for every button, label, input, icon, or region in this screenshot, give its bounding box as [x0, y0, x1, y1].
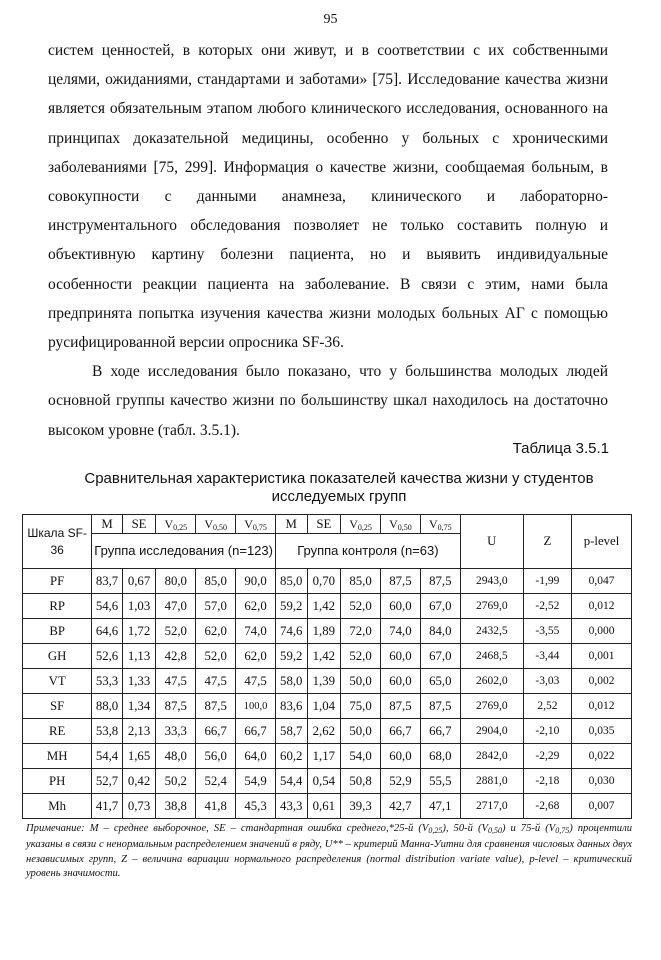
table-cell: 2468,5: [460, 644, 523, 669]
table-cell: 62,0: [196, 619, 236, 644]
table-cell: 66,7: [196, 719, 236, 744]
table-note: [26, 822, 632, 882]
header-group-study: Группа исследования (n=123): [92, 534, 276, 569]
table-cell: 1,42: [307, 644, 341, 669]
table-cell: -3,55: [523, 619, 571, 644]
table-cell: 0,61: [307, 794, 341, 819]
table-cell: 0,007: [572, 794, 632, 819]
table-cell: 65,0: [420, 669, 460, 694]
table-cell: 0,030: [572, 769, 632, 794]
table-cell: 0,42: [122, 769, 156, 794]
table-cell: 47,5: [196, 669, 236, 694]
table-cell: 54,0: [341, 744, 381, 769]
header-v50-2: $V_{0,50}$: [380, 515, 420, 534]
table-cell: 66,7: [236, 719, 276, 744]
table-cell: 43,3: [276, 794, 308, 819]
table-cell: 2,13: [122, 719, 156, 744]
table-cell: 87,5: [196, 694, 236, 719]
table-cell: 0,022: [572, 744, 632, 769]
row-scale-cell: PH: [23, 769, 92, 794]
note-sub-25: 0,25: [428, 826, 443, 835]
table-cell: 2943,0: [460, 569, 523, 594]
table-cell: 55,5: [420, 769, 460, 794]
table-cell: 53,3: [92, 669, 122, 694]
table-cell: 56,0: [196, 744, 236, 769]
table-header-row: [23, 515, 632, 534]
table-cell: 0,000: [572, 619, 632, 644]
header-p-level: p-level: [572, 515, 632, 569]
table-cell: 59,2: [276, 644, 308, 669]
table-cell: 33,3: [156, 719, 196, 744]
table-cell: 47,5: [156, 669, 196, 694]
table-caption: Сравнительная характеристика показателей качества жизни у студентов исследуемых групп: [84, 470, 594, 505]
header-scale: Шкала SF-36: [23, 515, 92, 569]
table-cell: 64,0: [236, 744, 276, 769]
table-cell: -2,52: [523, 594, 571, 619]
table-cell: 0,73: [122, 794, 156, 819]
table-cell: 60,0: [380, 644, 420, 669]
table-cell: 52,6: [92, 644, 122, 669]
table-cell: 2769,0: [460, 594, 523, 619]
table-cell: 47,5: [236, 669, 276, 694]
table-cell: 60,2: [276, 744, 308, 769]
table-cell: 87,5: [156, 694, 196, 719]
table-cell: 0,002: [572, 669, 632, 694]
table-cell: 0,67: [122, 569, 156, 594]
table-cell: 1,42: [307, 594, 341, 619]
table-cell: 2769,0: [460, 694, 523, 719]
header-group-control: Группа контроля (n=63): [276, 534, 461, 569]
table-cell: 87,5: [380, 569, 420, 594]
table-cell: 74,0: [380, 619, 420, 644]
table-cell: 1,72: [122, 619, 156, 644]
table-cell: 85,0: [196, 569, 236, 594]
note-lead: Примечание: M – среднее выборочное, SE – стандартная ошибка среднего,*25-й (V: [26, 823, 429, 834]
header-m-2: M: [276, 515, 308, 534]
table-cell: 87,5: [420, 569, 460, 594]
body-text: [48, 36, 608, 445]
table-cell: 47,1: [420, 794, 460, 819]
table-row: [23, 744, 632, 769]
header-v25-1: $V_{0,25}$: [156, 515, 196, 534]
table-cell: 74,6: [276, 619, 308, 644]
paragraph-1: систем ценностей, в которых они живут, и в соответствии с их собственными целями, ожиданиями, стандартами и заботами» [75]. Исследование качества жизни является обязательным этапом любого клинического исследования, основанного на принципах доказательной медицины, особенно у больных с хроническими заболеваниями [75, 299]. Информация о качестве жизни, сообщаемая больным, в совокупности с данными анамнеза, клинического и лабораторно-инструментального обследования позволяет не только составить полную и объективную картину болезни пациента, но и выявить индивидуальные особенности реакции пациента на заболевание. В связи с этим, нами была предпринята попытка изучения качества жизни молодых больных АГ с помощью русифицированной версии опросника SF-36.: [48, 42, 608, 352]
table-row: [23, 619, 632, 644]
table-cell: 0,047: [572, 569, 632, 594]
table-cell: 52,7: [92, 769, 122, 794]
table-cell: 54,6: [92, 594, 122, 619]
header-v75-1: $V_{0,75}$: [236, 515, 276, 534]
table-cell: 60,0: [380, 669, 420, 694]
table-cell: 2881,0: [460, 769, 523, 794]
table-cell: 83,6: [276, 694, 308, 719]
table-cell: 54,4: [92, 744, 122, 769]
table-cell: 1,13: [122, 644, 156, 669]
table-cell: 85,0: [341, 569, 381, 594]
table-row: [23, 594, 632, 619]
note-tail: ) процентили указаны в связи с ненормальным распределением значений в ряду, U** – критерий Манна-Уитни для сравнения числовых данных двух независимых групп, Z – величина вариации нормального распределения (normal distribution variate value), p-level – критический уровень значимости.: [26, 823, 633, 880]
table-cell: 2842,0: [460, 744, 523, 769]
table-cell: 0,70: [307, 569, 341, 594]
row-scale-cell: VT: [23, 669, 92, 694]
table-cell: 0,012: [572, 594, 632, 619]
table-cell: 58,0: [276, 669, 308, 694]
table-cell: -2,29: [523, 744, 571, 769]
table-cell: 85,0: [276, 569, 308, 594]
table-cell: 62,0: [236, 644, 276, 669]
header-u: U: [460, 515, 523, 569]
table-cell: 66,7: [420, 719, 460, 744]
table-row: [23, 644, 632, 669]
table-cell: 52,0: [341, 644, 381, 669]
table-cell: 1,39: [307, 669, 341, 694]
table-cell: 1,34: [122, 694, 156, 719]
table-cell: 2602,0: [460, 669, 523, 694]
table-cell: 0,035: [572, 719, 632, 744]
table-cell: 52,9: [380, 769, 420, 794]
note-text-1: ), 50-й (V: [442, 823, 488, 834]
table-cell: 41,8: [196, 794, 236, 819]
header-m-1: M: [92, 515, 122, 534]
header-v25-2: $V_{0,25}$: [341, 515, 381, 534]
header-se-1: SE: [122, 515, 156, 534]
table-cell: 88,0: [92, 694, 122, 719]
table-cell: 67,0: [420, 594, 460, 619]
table-cell: 67,0: [420, 644, 460, 669]
table-cell: 39,3: [341, 794, 381, 819]
table-cell: 50,8: [341, 769, 381, 794]
header-se-2: SE: [307, 515, 341, 534]
table-cell: 1,89: [307, 619, 341, 644]
table-cell: -2,68: [523, 794, 571, 819]
paragraph-2: В ходе исследования было показано, что у большинства молодых людей основной группы качество жизни по большинству шкал находилось на достаточно высоком уровне (табл. 3.5.1).: [48, 363, 608, 439]
table-row: [23, 694, 632, 719]
header-v75-2: $V_{0,75}$: [420, 515, 460, 534]
row-scale-cell: PF: [23, 569, 92, 594]
table-cell: 1,65: [122, 744, 156, 769]
table-cell: 52,0: [196, 644, 236, 669]
table-cell: 59,2: [276, 594, 308, 619]
table-cell: 50,0: [341, 669, 381, 694]
table-cell: -1,99: [523, 569, 571, 594]
table-cell: 54,9: [236, 769, 276, 794]
table-cell: 42,7: [380, 794, 420, 819]
table-cell: 48,0: [156, 744, 196, 769]
table-cell: 87,5: [380, 694, 420, 719]
table-cell: 52,0: [156, 619, 196, 644]
table-cell: 2,52: [523, 694, 571, 719]
table-cell: 1,17: [307, 744, 341, 769]
table-cell: 80,0: [156, 569, 196, 594]
table-cell: 2904,0: [460, 719, 523, 744]
table-body: [23, 569, 632, 819]
table-cell: 90,0: [236, 569, 276, 594]
table-row: [23, 719, 632, 744]
table-cell: -2,18: [523, 769, 571, 794]
table-row: [23, 769, 632, 794]
table-cell: 57,0: [196, 594, 236, 619]
table-cell: 41,7: [92, 794, 122, 819]
table-cell: 64,6: [92, 619, 122, 644]
table-cell: 0,001: [572, 644, 632, 669]
header-z: Z: [523, 515, 571, 569]
table-row: [23, 569, 632, 594]
table-cell: 1,33: [122, 669, 156, 694]
table-cell: 68,0: [420, 744, 460, 769]
table-cell: 60,0: [380, 744, 420, 769]
table-cell: 47,0: [156, 594, 196, 619]
table-cell: 74,0: [236, 619, 276, 644]
table-cell: 83,7: [92, 569, 122, 594]
row-scale-cell: SF: [23, 694, 92, 719]
table-cell: 0,012: [572, 694, 632, 719]
row-scale-cell: Mh: [23, 794, 92, 819]
table-cell: 50,0: [341, 719, 381, 744]
table-cell: 45,3: [236, 794, 276, 819]
table-cell: 2432,5: [460, 619, 523, 644]
table-cell: 66,7: [380, 719, 420, 744]
table-cell: 52,0: [341, 594, 381, 619]
table-cell: 38,8: [156, 794, 196, 819]
table-label: Таблица 3.5.1: [512, 440, 609, 457]
table-cell: 42,8: [156, 644, 196, 669]
row-scale-cell: RE: [23, 719, 92, 744]
table-cell: 50,2: [156, 769, 196, 794]
table-cell: 54,4: [276, 769, 308, 794]
table-cell: -3,44: [523, 644, 571, 669]
table-cell: 52,4: [196, 769, 236, 794]
row-scale-cell: BP: [23, 619, 92, 644]
table-row: [23, 794, 632, 819]
table-cell: 87,5: [420, 694, 460, 719]
table-cell: 72,0: [341, 619, 381, 644]
table-row: [23, 669, 632, 694]
table-cell: 60,0: [380, 594, 420, 619]
table-cell: 2717,0: [460, 794, 523, 819]
table-cell: -2,10: [523, 719, 571, 744]
note-sub-50: 0,50: [487, 826, 502, 835]
table-cell: 53,8: [92, 719, 122, 744]
header-v50-1: $V_{0,50}$: [196, 515, 236, 534]
row-scale-cell: RP: [23, 594, 92, 619]
page-number: 95: [323, 12, 338, 27]
table-cell: -3,03: [523, 669, 571, 694]
note-text-2: ) и 75-й (V: [501, 823, 556, 834]
table-cell: 62,0: [236, 594, 276, 619]
table-cell: 75,0: [341, 694, 381, 719]
table-cell: 2,62: [307, 719, 341, 744]
table-cell: 84,0: [420, 619, 460, 644]
table-cell: 58,7: [276, 719, 308, 744]
table-cell: 0,54: [307, 769, 341, 794]
note-sub-75: 0,75: [555, 826, 570, 835]
table-cell: 1,03: [122, 594, 156, 619]
table-cell: 100,0: [236, 694, 276, 719]
row-scale-cell: GH: [23, 644, 92, 669]
table-cell: 1,04: [307, 694, 341, 719]
row-scale-cell: MH: [23, 744, 92, 769]
quality-of-life-table: [22, 514, 632, 819]
